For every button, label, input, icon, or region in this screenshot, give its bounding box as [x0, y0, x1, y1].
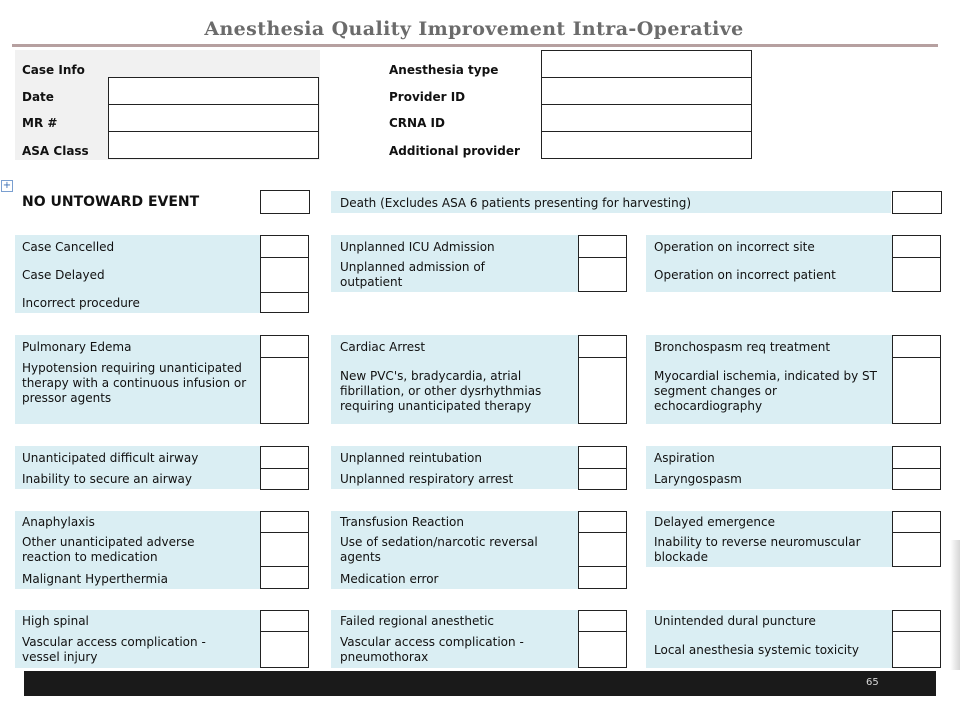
page-number: 65 [866, 677, 879, 688]
anesthesia-type-label: Anesthesia type [389, 63, 499, 77]
delayed-emergence-checkbox[interactable] [892, 511, 941, 533]
secure-airway-checkbox[interactable] [260, 468, 309, 490]
additional-provider-label: Additional provider [389, 144, 520, 158]
death-label: Death (Excludes ASA 6 patients presenting for harvesting) [340, 196, 692, 210]
high-spinal-label: High spinal [22, 614, 89, 628]
laryngospasm-checkbox[interactable] [892, 468, 941, 490]
incorrect-procedure-label: Incorrect procedure [22, 296, 140, 310]
myocardial-ischemia-checkbox[interactable] [892, 357, 941, 424]
case-info-label: Case Info [22, 63, 85, 77]
incorrect-patient-checkbox[interactable] [892, 257, 941, 292]
laryngospasm-label: Laryngospasm [654, 472, 742, 486]
title-divider [12, 44, 938, 47]
date-label: Date [22, 90, 54, 104]
cardiac-arrest-label: Cardiac Arrest [340, 340, 426, 354]
no-untoward-event-label: NO UNTOWARD EVENT [22, 194, 200, 210]
high-spinal-checkbox[interactable] [260, 610, 309, 632]
systemic-toxicity-checkbox[interactable] [892, 631, 941, 668]
reversal-agents-checkbox[interactable] [578, 532, 627, 567]
pulmonary-edema-label: Pulmonary Edema [22, 340, 132, 354]
provider-id-field[interactable] [541, 77, 752, 105]
mr-number-field[interactable] [108, 104, 319, 132]
dural-puncture-label: Unintended dural puncture [654, 614, 816, 628]
unplanned-icu-label: Unplanned ICU Admission [340, 240, 495, 254]
footer-bar [24, 671, 936, 696]
cardiac-arrest-checkbox[interactable] [578, 335, 627, 358]
respiratory-arrest-label: Unplanned respiratory arrest [340, 472, 514, 486]
aspiration-checkbox[interactable] [892, 446, 941, 469]
reversal-agents-label: Use of sedation/narcotic reversal agents [340, 535, 538, 564]
no-untoward-event-checkbox[interactable] [260, 190, 310, 214]
delayed-emergence-label: Delayed emergence [654, 515, 775, 529]
date-field[interactable] [108, 77, 319, 105]
pulmonary-edema-checkbox[interactable] [260, 335, 309, 358]
bronchospasm-label: Bronchospasm req treatment [654, 340, 831, 354]
additional-provider-field[interactable] [541, 131, 752, 159]
reintubation-label: Unplanned reintubation [340, 451, 482, 465]
death-checkbox[interactable] [892, 191, 942, 214]
hypotension-label: Hypotension requiring unanticipated therapy with a continuous infusion or pressor agents [22, 361, 247, 405]
neuromuscular-blockade-checkbox[interactable] [892, 532, 941, 567]
dysrhythmias-label: New PVC's, bradycardia, atrial fibrillation, or other dysrhythmias requiring unanticipated therapy [340, 369, 542, 413]
table-move-handle-icon[interactable]: + [2, 180, 12, 191]
hypotension-checkbox[interactable] [260, 357, 309, 424]
unplanned-outpatient-admission-label: Unplanned admission of outpatient [340, 260, 485, 289]
incorrect-site-checkbox[interactable] [892, 235, 941, 258]
respiratory-arrest-checkbox[interactable] [578, 468, 627, 490]
anesthesia-type-field[interactable] [541, 50, 752, 78]
medication-error-label: Medication error [340, 572, 439, 586]
asa-class-field[interactable] [108, 131, 319, 159]
crna-id-label: CRNA ID [389, 116, 445, 130]
case-delayed-label: Case Delayed [22, 268, 105, 282]
myocardial-ischemia-label: Myocardial ischemia, indicated by ST segment changes or echocardiography [654, 369, 877, 413]
failed-regional-label: Failed regional anesthetic [340, 614, 495, 628]
mr-number-label: MR # [22, 116, 58, 130]
adverse-reaction-checkbox[interactable] [260, 532, 309, 567]
vessel-injury-label: Vascular access complication - vessel injury [22, 635, 206, 664]
secure-airway-label: Inability to secure an airway [22, 472, 192, 486]
page-edge-shadow [950, 540, 960, 670]
adverse-reaction-label: Other unanticipated adverse reaction to medication [22, 535, 195, 564]
bronchospasm-checkbox[interactable] [892, 335, 941, 358]
pneumothorax-checkbox[interactable] [578, 631, 627, 668]
difficult-airway-label: Unanticipated difficult airway [22, 451, 199, 465]
failed-regional-checkbox[interactable] [578, 610, 627, 632]
difficult-airway-checkbox[interactable] [260, 446, 309, 469]
incorrect-patient-label: Operation on incorrect patient [654, 268, 836, 282]
case-cancelled-label: Case Cancelled [22, 240, 115, 254]
anaphylaxis-label: Anaphylaxis [22, 515, 95, 529]
case-delayed-checkbox[interactable] [260, 257, 309, 293]
unplanned-icu-checkbox[interactable] [578, 235, 627, 258]
dural-puncture-checkbox[interactable] [892, 610, 941, 632]
medication-error-checkbox[interactable] [578, 566, 627, 589]
systemic-toxicity-label: Local anesthesia systemic toxicity [654, 643, 859, 657]
transfusion-reaction-checkbox[interactable] [578, 511, 627, 533]
pneumothorax-label: Vascular access complication - pneumothorax [340, 635, 524, 664]
malignant-hyperthermia-checkbox[interactable] [260, 566, 309, 589]
neuromuscular-blockade-label: Inability to reverse neuromuscular blockade [654, 535, 861, 564]
aspiration-label: Aspiration [654, 451, 715, 465]
crna-id-field[interactable] [541, 104, 752, 132]
dysrhythmias-checkbox[interactable] [578, 357, 627, 424]
vessel-injury-checkbox[interactable] [260, 631, 309, 668]
anaphylaxis-checkbox[interactable] [260, 511, 309, 533]
provider-id-label: Provider ID [389, 90, 466, 104]
case-cancelled-checkbox[interactable] [260, 235, 309, 258]
page-title: Anesthesia Quality Improvement Intra-Operative [204, 18, 744, 40]
transfusion-reaction-label: Transfusion Reaction [340, 515, 465, 529]
asa-class-label: ASA Class [22, 144, 89, 158]
reintubation-checkbox[interactable] [578, 446, 627, 469]
malignant-hyperthermia-label: Malignant Hyperthermia [22, 572, 168, 586]
incorrect-site-label: Operation on incorrect site [654, 240, 815, 254]
incorrect-procedure-checkbox[interactable] [260, 292, 309, 313]
unplanned-outpatient-admission-checkbox[interactable] [578, 257, 627, 292]
